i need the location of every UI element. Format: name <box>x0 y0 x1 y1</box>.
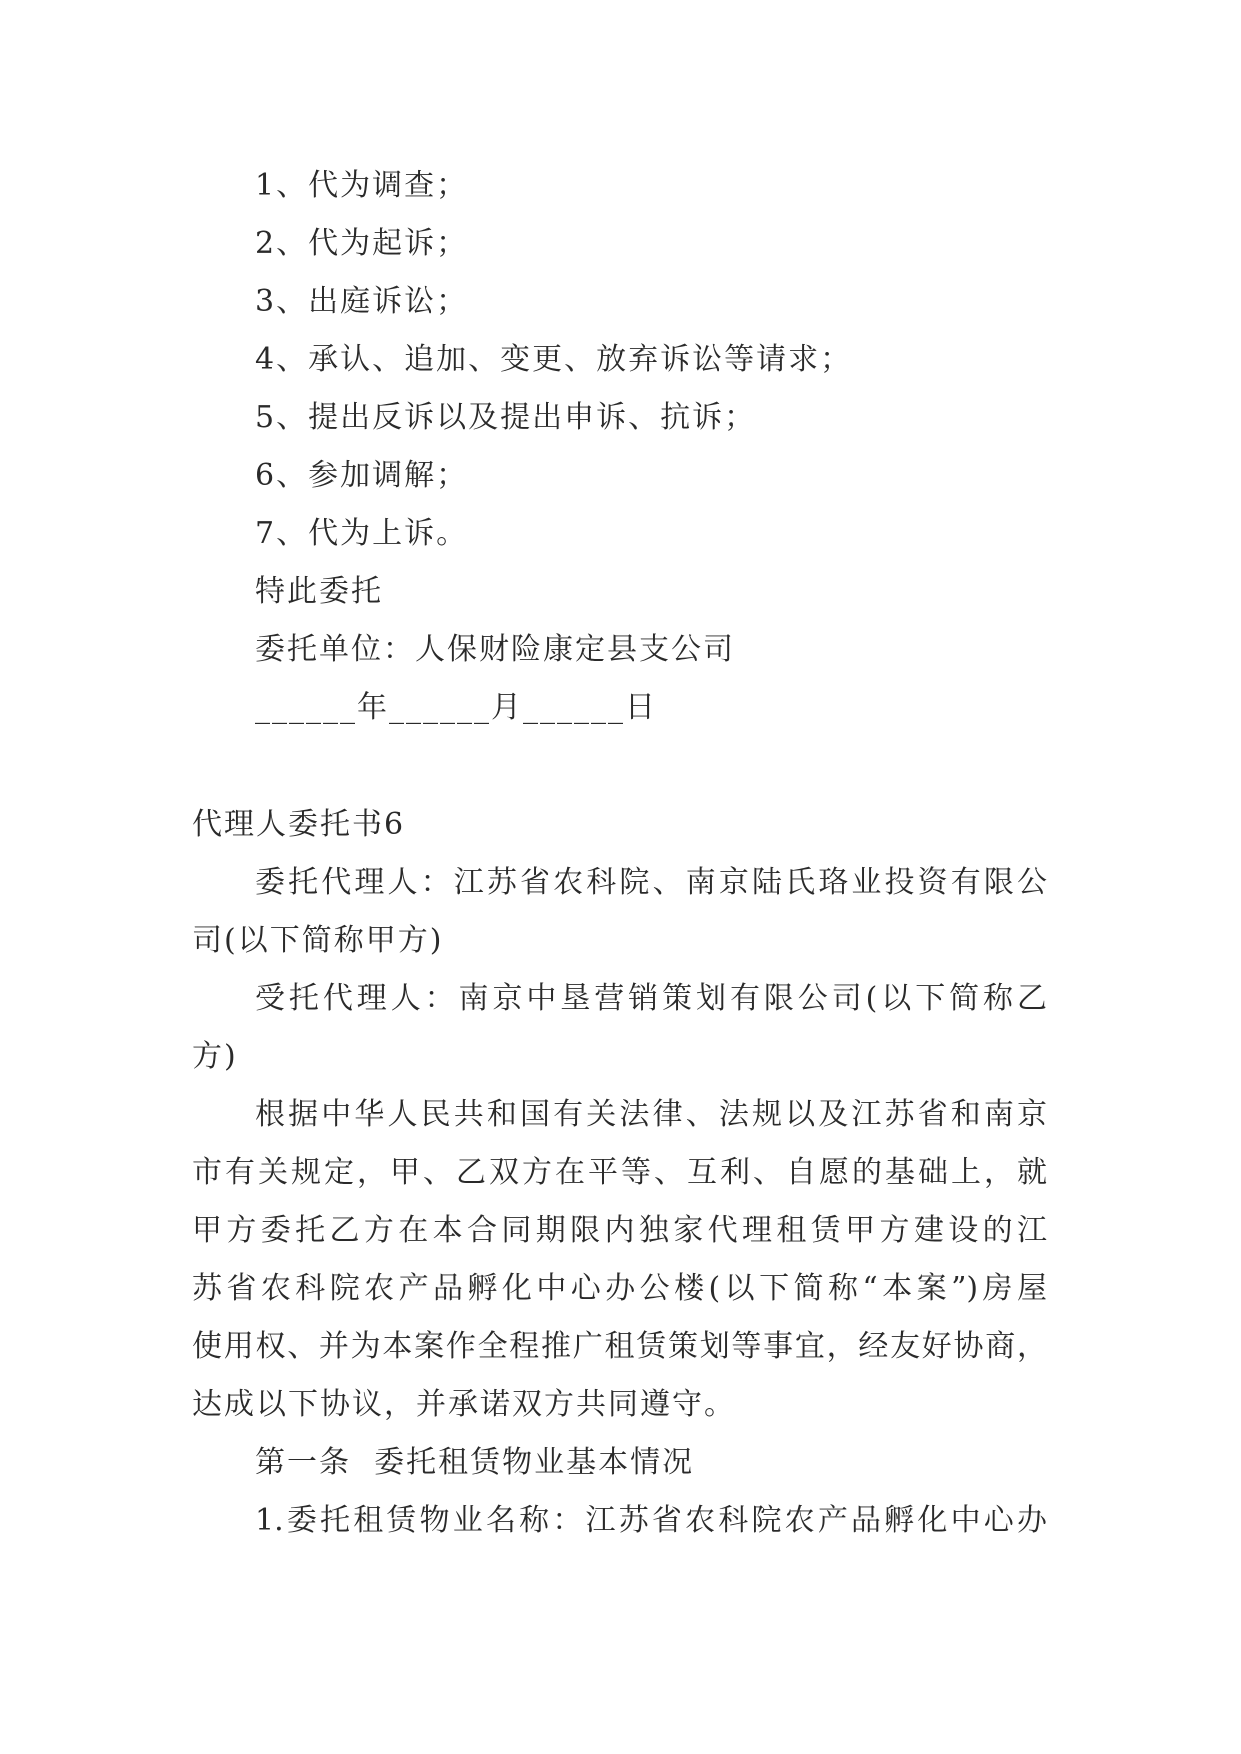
list-item-5: 5、提出反诉以及提出申诉、抗诉； <box>255 400 757 435</box>
body-line-2: 市有关规定，甲、乙双方在平等、互利、自愿的基础上，就 <box>192 1155 1047 1190</box>
agent-line-2: 方) <box>192 1039 238 1074</box>
list-item-1: 1、代为调查； <box>255 168 469 203</box>
principal-line-1: 委托代理人：江苏省农科院、南京陆氏珞业投资有限公 <box>255 865 1047 900</box>
body-line-6: 达成以下协议，并承诺双方共同遵守。 <box>192 1387 736 1422</box>
list-item-4: 4、承认、追加、变更、放弃诉讼等请求； <box>255 342 853 377</box>
closing-text: 特此委托 <box>255 574 383 609</box>
body-line-4: 苏省农科院农产品孵化中心办公楼(以下简称“本案”)房屋 <box>192 1271 1047 1306</box>
section-title: 代理人委托书6 <box>192 807 406 842</box>
date-line: ______年______月______日 <box>255 690 657 725</box>
body-line-1: 根据中华人民共和国有关法律、法规以及江苏省和南京 <box>255 1097 1047 1132</box>
list-item-7: 7、代为上诉。 <box>255 516 469 551</box>
agent-line-1: 受托代理人：南京中垦营销策划有限公司(以下简称乙 <box>255 981 1047 1016</box>
body-line-3: 甲方委托乙方在本合同期限内独家代理租赁甲方建设的江 <box>192 1213 1047 1248</box>
article-1-title: 第一条 委托租赁物业基本情况 <box>255 1445 695 1480</box>
principal-line-2: 司(以下简称甲方) <box>192 923 444 958</box>
body-line-5: 使用权、并为本案作全程推广租赁策划等事宜，经友好协商， <box>192 1329 1047 1364</box>
list-item-2: 2、代为起诉； <box>255 226 469 261</box>
article-1-item-1: 1.委托租赁物业名称：江苏省农科院农产品孵化中心办 <box>255 1503 1047 1538</box>
entrusting-unit: 委托单位：人保财险康定县支公司 <box>255 632 735 667</box>
list-item-3: 3、出庭诉讼； <box>255 284 469 319</box>
list-item-6: 6、参加调解； <box>255 458 469 493</box>
